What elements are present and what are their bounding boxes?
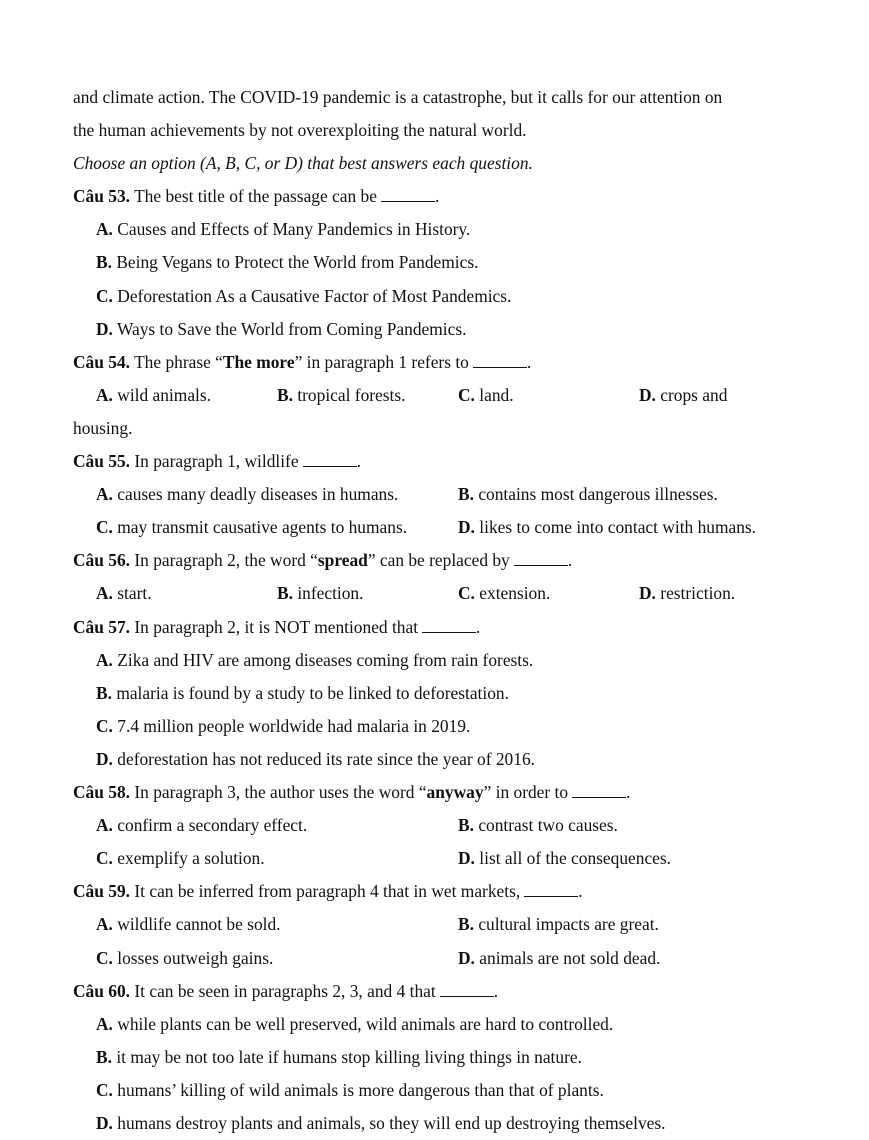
option-letter: C. xyxy=(96,948,113,968)
answer-blank xyxy=(440,981,494,997)
option-letter: A. xyxy=(96,815,113,835)
option-letter: D. xyxy=(96,319,113,339)
option-letter: A. xyxy=(96,650,113,670)
option-c xyxy=(458,384,514,406)
option-letter: C. xyxy=(96,286,113,306)
option-text: wild animals. xyxy=(117,385,211,405)
option-text: humans destroy plants and animals, so they will end up destroying themselves. xyxy=(117,1113,666,1133)
option-letter: C. xyxy=(96,716,113,736)
option-b xyxy=(458,814,618,836)
option-d xyxy=(639,384,727,406)
option-letter: B. xyxy=(458,914,474,934)
option-b xyxy=(277,582,363,604)
question-text: It can be seen in paragraphs 2, 3, and 4 that xyxy=(134,981,436,1001)
option-letter: A. xyxy=(96,914,113,934)
option-letter: D. xyxy=(639,583,656,603)
question-label: Câu 60. xyxy=(73,981,131,1001)
question-end: . xyxy=(476,617,481,637)
option-b xyxy=(277,384,406,406)
option-letter: A. xyxy=(96,219,113,239)
option-letter: D. xyxy=(96,1113,113,1133)
option-text: Ways to Save the World from Coming Pandemics. xyxy=(116,319,467,339)
option-letter: D. xyxy=(639,385,656,405)
option-text: cultural impacts are great. xyxy=(478,914,659,934)
option-a xyxy=(96,218,470,240)
question-text: It can be inferred from paragraph 4 that in wet markets, xyxy=(134,881,521,901)
quoted-term: spread xyxy=(317,550,368,570)
question-label: Câu 55. xyxy=(73,451,131,471)
option-text: list all of the consequences. xyxy=(479,848,672,868)
option-a xyxy=(96,913,281,935)
option-a xyxy=(96,582,152,604)
question-text: ” can be replaced by xyxy=(367,550,510,570)
question-text: In paragraph 3, the author uses the word “ xyxy=(134,782,427,802)
option-c xyxy=(96,947,273,969)
option-d xyxy=(458,516,756,538)
option-d xyxy=(458,947,660,969)
option-a xyxy=(96,814,307,836)
option-d xyxy=(458,847,671,869)
question-56-stem xyxy=(73,549,572,571)
question-54-stem xyxy=(73,351,531,373)
question-end: . xyxy=(526,352,532,372)
question-text: In paragraph 2, the word “ xyxy=(134,550,318,570)
option-letter: B. xyxy=(96,252,112,272)
option-text: likes to come into contact with humans. xyxy=(479,517,757,537)
option-d xyxy=(639,582,735,604)
quoted-term: The more xyxy=(222,352,295,372)
option-text: crops and xyxy=(660,385,728,405)
option-letter: C. xyxy=(96,1080,113,1100)
option-c xyxy=(458,582,550,604)
question-label: Câu 54. xyxy=(73,352,131,372)
option-d xyxy=(96,748,535,770)
option-text: while plants can be well preserved, wild animals are hard to controlled. xyxy=(117,1014,614,1034)
option-text: Zika and HIV are among diseases coming from rain forests. xyxy=(117,650,534,670)
option-c xyxy=(96,1079,604,1101)
question-end: . xyxy=(567,550,573,570)
instruction: Choose an option (A, B, C, or D) that best answers each question. xyxy=(73,153,533,173)
question-label: Câu 56. xyxy=(73,550,131,570)
answer-blank xyxy=(473,352,527,368)
option-text: may transmit causative agents to humans. xyxy=(117,517,408,537)
option-text: deforestation has not reduced its rate since the year of 2016. xyxy=(117,749,535,769)
option-text: animals are not sold dead. xyxy=(479,948,661,968)
answer-blank xyxy=(381,186,435,202)
question-text: ” in order to xyxy=(483,782,569,802)
option-b xyxy=(458,913,659,935)
option-b xyxy=(458,483,718,505)
option-b xyxy=(96,1046,582,1068)
question-label: Câu 57. xyxy=(73,617,131,637)
option-text: Being Vegans to Protect the World from Pandemics. xyxy=(116,252,479,272)
option-b xyxy=(96,682,509,704)
option-text: 7.4 million people worldwide had malaria in 2019. xyxy=(117,716,471,736)
answer-blank xyxy=(514,550,568,566)
answer-blank xyxy=(422,617,476,633)
question-end: . xyxy=(434,186,440,206)
question-label: Câu 58. xyxy=(73,782,131,802)
quoted-term: anyway xyxy=(426,782,484,802)
question-label: Câu 59. xyxy=(73,881,131,901)
question-end: . xyxy=(493,981,499,1001)
option-text: wildlife cannot be sold. xyxy=(117,914,281,934)
option-letter: B. xyxy=(458,484,474,504)
option-letter: A. xyxy=(96,484,113,504)
option-letter: B. xyxy=(96,683,112,703)
option-text: humans’ killing of wild animals is more dangerous than that of plants. xyxy=(117,1080,604,1100)
option-b xyxy=(96,251,478,273)
option-text: malaria is found by a study to be linked to deforestation. xyxy=(116,683,509,703)
option-text: Causes and Effects of Many Pandemics in History. xyxy=(117,219,471,239)
question-label: Câu 53. xyxy=(73,186,131,206)
option-c xyxy=(96,516,407,538)
option-d xyxy=(96,1112,666,1134)
option-letter: A. xyxy=(96,385,113,405)
question-text: The best title of the passage can be xyxy=(134,186,377,206)
option-letter: B. xyxy=(277,385,293,405)
option-text: start. xyxy=(117,583,152,603)
option-wrap: housing. xyxy=(73,418,133,438)
option-letter: B. xyxy=(277,583,293,603)
option-text: confirm a secondary effect. xyxy=(117,815,308,835)
option-letter: A. xyxy=(96,1014,113,1034)
answer-blank xyxy=(303,451,357,467)
option-letter: B. xyxy=(458,815,474,835)
option-text: contrast two causes. xyxy=(478,815,618,835)
option-c xyxy=(96,285,511,307)
option-text: exemplify a solution. xyxy=(117,848,265,868)
answer-blank xyxy=(524,881,578,897)
option-letter: B. xyxy=(96,1047,112,1067)
option-text: contains most dangerous illnesses. xyxy=(478,484,718,504)
option-text: Deforestation As a Causative Factor of Most Pandemics. xyxy=(117,286,512,306)
question-text: In paragraph 2, it is NOT mentioned that xyxy=(134,617,419,637)
option-text: tropical forests. xyxy=(297,385,406,405)
question-end: . xyxy=(578,881,583,901)
question-text: The phrase “ xyxy=(134,352,223,372)
option-text: it may be not too late if humans stop killing living things in nature. xyxy=(116,1047,582,1067)
question-55-stem xyxy=(73,450,361,472)
question-58-stem xyxy=(73,781,630,803)
option-c xyxy=(96,847,265,869)
answer-blank xyxy=(572,782,626,798)
question-60-stem xyxy=(73,980,498,1002)
question-end: . xyxy=(356,451,361,471)
question-53-stem xyxy=(73,185,439,207)
option-letter: D. xyxy=(458,517,475,537)
option-letter: C. xyxy=(96,517,113,537)
option-a xyxy=(96,384,211,406)
question-text: ” in paragraph 1 refers to xyxy=(294,352,469,372)
option-c xyxy=(96,715,470,737)
option-text: infection. xyxy=(297,583,364,603)
option-a xyxy=(96,649,533,671)
option-letter: C. xyxy=(458,385,475,405)
option-letter: A. xyxy=(96,583,113,603)
question-57-stem xyxy=(73,616,480,638)
option-d xyxy=(96,318,466,340)
intro-line: and climate action. The COVID-19 pandemic is a catastrophe, but it calls for our attention on xyxy=(73,87,723,107)
option-a xyxy=(96,483,398,505)
question-end: . xyxy=(626,782,631,802)
option-text: causes many deadly diseases in humans. xyxy=(117,484,399,504)
option-a xyxy=(96,1013,613,1035)
option-text: losses outweigh gains. xyxy=(117,948,274,968)
option-text: land. xyxy=(479,385,514,405)
option-letter: C. xyxy=(96,848,113,868)
option-letter: D. xyxy=(458,848,475,868)
option-text: extension. xyxy=(479,583,551,603)
option-letter: D. xyxy=(96,749,113,769)
question-59-stem xyxy=(73,880,583,902)
option-letter: C. xyxy=(458,583,475,603)
question-text: In paragraph 1, wildlife xyxy=(134,451,299,471)
intro-line: the human achievements by not overexploiting the natural world. xyxy=(73,120,527,140)
option-text: restriction. xyxy=(660,583,736,603)
option-letter: D. xyxy=(458,948,475,968)
